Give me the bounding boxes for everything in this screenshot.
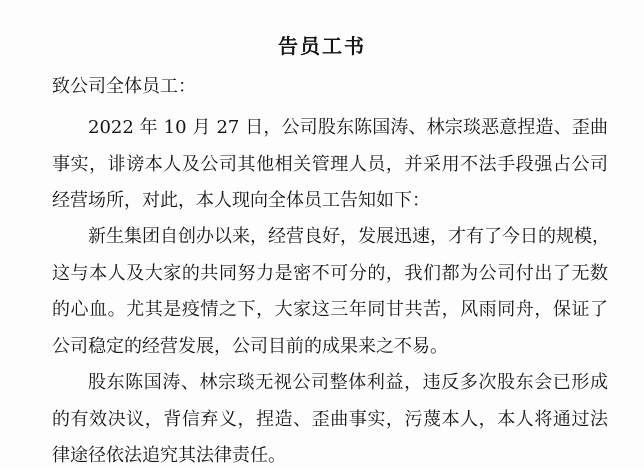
- paragraph-line: 股东陈国涛、林宗琰无视公司整体利益，违反多次股东会已形成: [88, 372, 608, 393]
- paragraph-1: [52, 110, 608, 220]
- paragraph-3: [52, 365, 608, 475]
- paragraph-line: 新生集团自创办以来，经营良好，发展迅速，才有了今日的规模，: [88, 226, 610, 247]
- paragraph-line: 事实，诽谤本人及公司其他相关管理人员，并采用不法手段强占公司: [52, 153, 608, 175]
- paragraph-line: 的有效决议，背信弃义，捏造、歪曲事实，污蔑本人，本人将通过法: [52, 408, 608, 430]
- paragraph-line: 公司稳定的经营发展，公司目前的成果来之不易。: [52, 335, 448, 357]
- document-title: 告员工书: [278, 34, 366, 58]
- paragraph-line: 经营场所，对此，本人现向全体员工告知如下：: [52, 190, 430, 211]
- paragraph-line: 的心血。尤其是疫情之下，大家这三年同甘共苦，风雨同舟，保证了: [52, 299, 608, 320]
- salutation: 致公司全体员工：: [52, 76, 196, 97]
- paragraph-line: 2022 年 10 月 27 日，公司股东陈国涛、林宗琰恶意捏造、歪曲: [88, 117, 608, 138]
- paragraph-2: [52, 219, 608, 365]
- paragraph-line: 这与本人及大家的共同努力是密不可分的，我们都为公司付出了无数: [52, 262, 608, 284]
- paragraph-line: 律途径依法追究其法律责任。: [52, 445, 286, 466]
